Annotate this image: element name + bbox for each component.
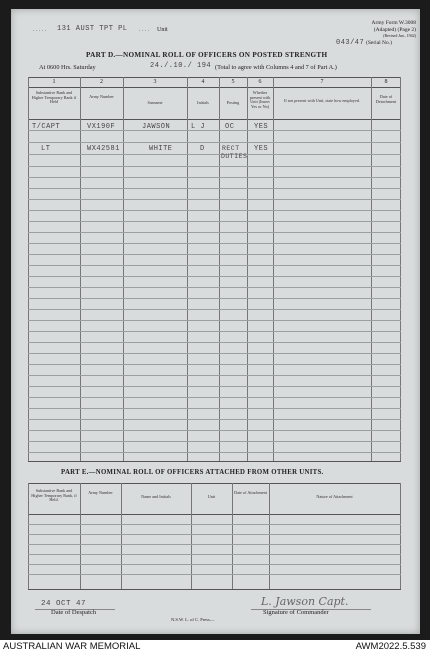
header-present: Whether present with Unit (Insert Yes or No) bbox=[249, 90, 271, 109]
e-header-rank: Substantive Rank and Higher Temporary Rank, if Held. bbox=[31, 488, 77, 503]
row2-initials: D bbox=[200, 145, 205, 153]
part-e-top-border bbox=[28, 483, 401, 484]
ruled-line bbox=[28, 309, 401, 310]
commander-signature: L. Jawson Capt. bbox=[261, 595, 349, 608]
ruled-line bbox=[28, 177, 401, 178]
header-bottom-border bbox=[28, 119, 401, 120]
e-header-unit: Unit bbox=[207, 494, 216, 499]
unit-dots: . . . . . bbox=[33, 27, 47, 33]
e-header-army-number: Army Number bbox=[88, 490, 113, 495]
army-form-sheet bbox=[11, 9, 420, 634]
part-e-bottom-border bbox=[28, 589, 401, 590]
ruled-line bbox=[28, 441, 401, 442]
ruled-line bbox=[28, 353, 401, 354]
unit-value: 131 AUST TPT PL bbox=[57, 25, 128, 33]
table-bottom-border bbox=[28, 461, 401, 462]
col-divider bbox=[219, 77, 220, 461]
ruled-line bbox=[28, 276, 401, 277]
ruled-line bbox=[28, 419, 401, 420]
col-divider bbox=[28, 77, 29, 461]
total-note: (Total to agree with Columns 4 and 7 of Part A.) bbox=[215, 64, 337, 71]
ruled-line bbox=[28, 386, 401, 387]
col-num-2: 2 bbox=[100, 79, 103, 85]
col-num-4: 4 bbox=[201, 79, 205, 85]
header-surname: Surname bbox=[147, 100, 163, 105]
serial-label: (Serial No.) bbox=[366, 40, 392, 46]
row1-army-number: VX190F bbox=[87, 123, 116, 131]
part-d-title: PART D.—NOMINAL ROLL OF OFFICERS ON POSTED STRENGTH bbox=[86, 51, 328, 59]
row2-present: YES bbox=[254, 145, 269, 153]
table-top-border bbox=[28, 77, 401, 78]
ruled-line bbox=[28, 232, 401, 233]
col-num-5: 5 bbox=[231, 79, 235, 85]
col-divider bbox=[247, 77, 248, 461]
part-e-header-border bbox=[28, 514, 401, 515]
row1-surname: JAWSON bbox=[142, 123, 171, 131]
ruled-line bbox=[28, 221, 401, 222]
ruled-line bbox=[28, 243, 401, 244]
ruled-line bbox=[28, 408, 401, 409]
ruled-line bbox=[28, 375, 401, 376]
ruled-line bbox=[28, 342, 401, 343]
despatch-label: Date of Despatch bbox=[51, 609, 97, 616]
date-value: 24./.10./ 194 bbox=[150, 62, 212, 70]
row2-posting-2: DUTIES bbox=[221, 153, 248, 160]
e-ruled-line bbox=[28, 524, 401, 525]
col-divider bbox=[371, 77, 372, 461]
despatch-date-value: 24 OCT 47 bbox=[41, 600, 87, 608]
header-date-detachment: Date of Detachment bbox=[375, 94, 397, 104]
ruled-line bbox=[28, 298, 401, 299]
ruled-line bbox=[28, 397, 401, 398]
e-ruled-line bbox=[28, 564, 401, 565]
header-rank: Substantive Rank and Higher Temporary Rank if Held bbox=[31, 90, 77, 105]
header-army-number: Army Number bbox=[89, 94, 114, 99]
ruled-line bbox=[28, 364, 401, 365]
e-ruled-line bbox=[28, 554, 401, 555]
form-adapted: (Adapted) (Page 2) bbox=[373, 27, 416, 33]
col-num-1: 1 bbox=[52, 79, 56, 85]
ruled-line bbox=[28, 130, 401, 131]
e-ruled-line bbox=[28, 544, 401, 545]
row2-surname: WHITE bbox=[149, 145, 173, 153]
ruled-line bbox=[28, 142, 401, 143]
col-num-7: 7 bbox=[320, 79, 324, 85]
printer-note: N.S.W. L. of C. Press— bbox=[171, 617, 215, 622]
at-label: At 0600 Hrs. Saturday bbox=[39, 64, 96, 71]
row1-present: YES bbox=[254, 123, 269, 131]
row2-posting: RECT bbox=[222, 145, 240, 152]
ruled-line bbox=[28, 265, 401, 266]
unit-label: Unit bbox=[157, 27, 168, 33]
form-revised: (Revised Jan., 1942) bbox=[383, 33, 416, 38]
ruled-line bbox=[28, 331, 401, 332]
part-e-title: PART E.—NOMINAL ROLL OF OFFICERS ATTACHED FROM OTHER UNITS. bbox=[61, 469, 324, 476]
e-ruled-line bbox=[28, 534, 401, 535]
row2-army-number: WX42581 bbox=[87, 145, 120, 153]
unit-dots-2: . . . . bbox=[139, 27, 150, 33]
row1-posting: OC bbox=[225, 123, 235, 131]
ruled-line bbox=[28, 287, 401, 288]
ruled-line bbox=[28, 166, 401, 167]
col-divider bbox=[80, 77, 81, 461]
header-initials: Initials bbox=[197, 100, 209, 105]
ruled-line bbox=[28, 210, 401, 211]
ruled-line bbox=[28, 452, 401, 453]
ruled-line bbox=[28, 199, 401, 200]
ruled-line bbox=[28, 320, 401, 321]
col-divider bbox=[400, 77, 401, 461]
row1-rank: T/CAPT bbox=[32, 123, 61, 131]
col-num-8: 8 bbox=[384, 79, 388, 85]
col-divider bbox=[123, 77, 124, 461]
e-ruled-line bbox=[28, 574, 401, 575]
e-header-nature: Nature of Attachment bbox=[316, 494, 353, 499]
header-posting: Posting bbox=[226, 100, 240, 105]
signature-label: Signature of Commander bbox=[263, 609, 329, 616]
form-id: Army Form W.3008 bbox=[371, 20, 416, 26]
col-divider bbox=[187, 77, 188, 461]
col-num-6: 6 bbox=[258, 79, 262, 85]
ruled-line bbox=[28, 430, 401, 431]
row2-rank: LT bbox=[41, 145, 51, 153]
col-divider bbox=[273, 77, 274, 461]
col-num-3: 3 bbox=[153, 79, 157, 85]
caption-right: AWM2022.5.539 bbox=[355, 641, 426, 652]
caption-left: AUSTRALIAN WAR MEMORIAL bbox=[3, 641, 141, 652]
header-not-present: If not present with Unit, state how employed. bbox=[284, 98, 360, 103]
ruled-line bbox=[28, 254, 401, 255]
serial-number: 043/47 bbox=[336, 39, 365, 47]
ruled-line bbox=[28, 188, 401, 189]
e-header-name: Name and Initials bbox=[141, 494, 171, 499]
ruled-line bbox=[28, 154, 401, 155]
col-num-rule bbox=[28, 87, 401, 88]
e-header-date-attachment: Date of Attachment bbox=[234, 490, 267, 495]
row1-initials: L J bbox=[191, 123, 206, 131]
